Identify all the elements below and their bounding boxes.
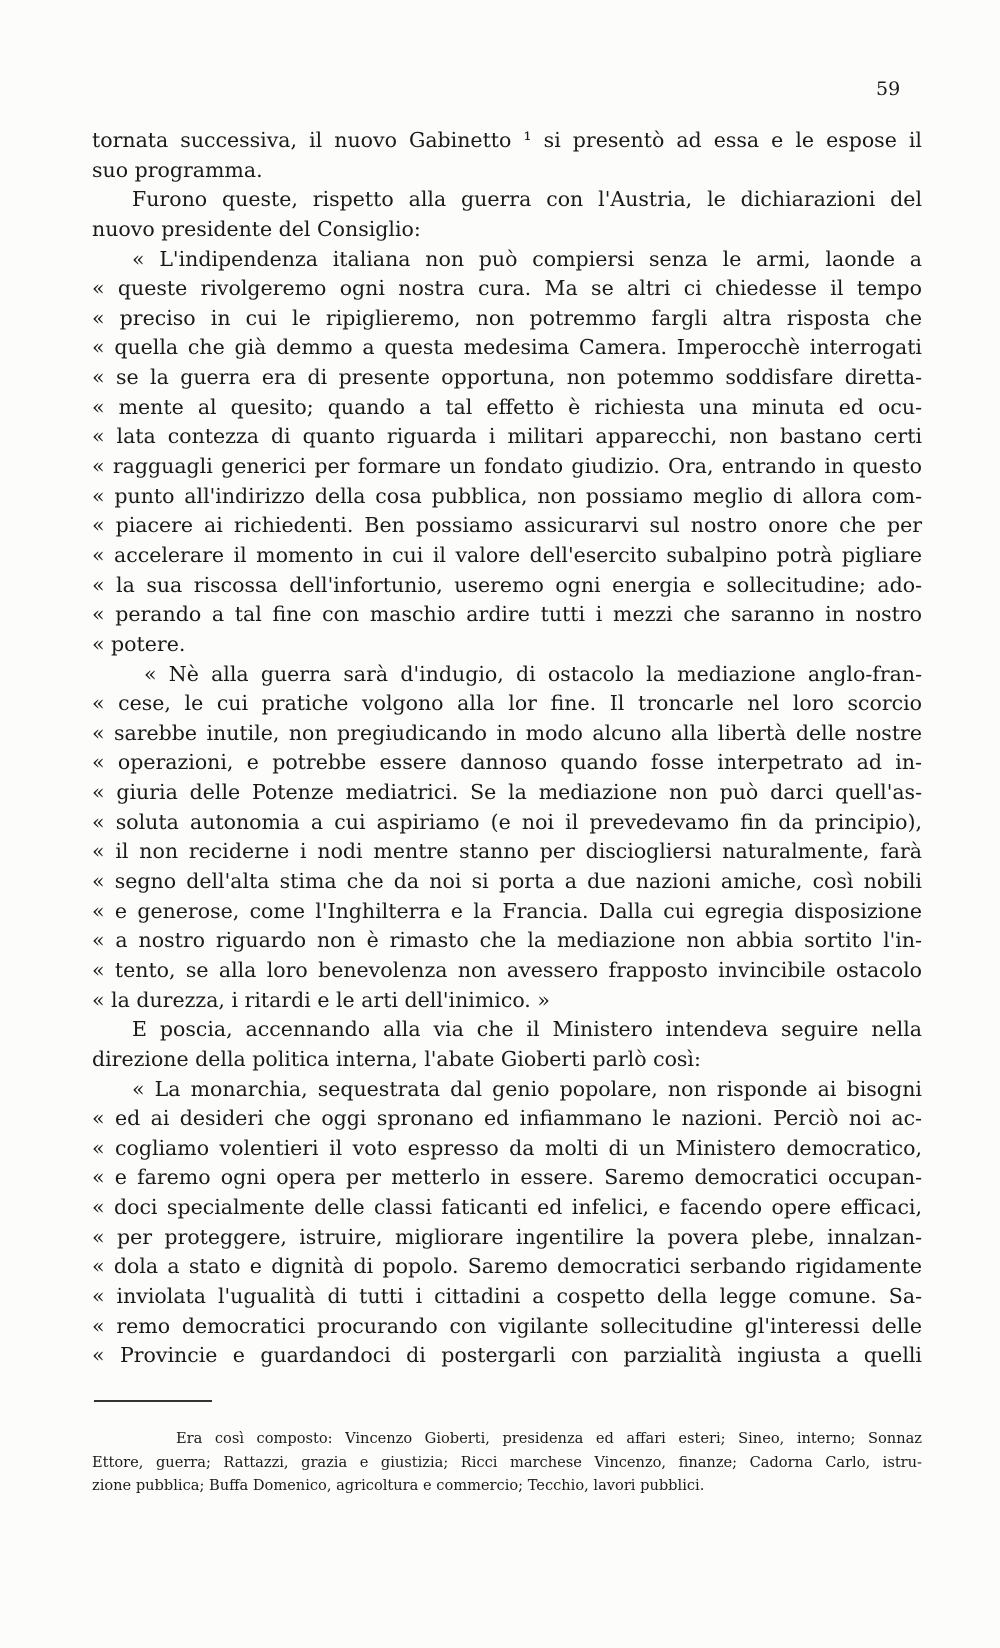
footnote-line: Ettore, guerra; Rattazzi, grazia e giustizia; Ricci marchese Vincenzo, finanze; Cadorna Carlo, istru- [92,1453,922,1471]
text-line: « quella che già demmo a questa medesima Camera. Imperocchè interrogati [92,335,922,360]
footnote-divider [94,1400,212,1402]
text-line: « doci specialmente delle classi faticanti ed infelici, e facendo opere efficaci, [92,1195,922,1220]
text-line: « e generose, come l'Inghilterra e la Francia. Dalla cui egregia disposizione [92,898,922,923]
text-line: « dola a stato e dignità di popolo. Saremo democratici serbando rigidamente [92,1254,922,1279]
text-line: « operazioni, e potrebbe essere dannoso quando fosse interpetrato ad in- [92,750,922,775]
text-line: « il non reciderne i nodi mentre stanno per disciogliersi naturalmente, farà [92,839,922,864]
text-line: « Nè alla guerra sarà d'indugio, di ostacolo la mediazione anglo-fran- [144,661,922,686]
text-line: « mente al quesito; quando a tal effetto è richiesta una minuta ed ocu- [92,394,922,419]
text-line: « lata contezza di quanto riguarda i militari apparecchi, non bastano certi [92,424,922,449]
footnote-line: zione pubblica; Buffa Domenico, agricoltura e commercio; Tecchio, lavori pubblici. [92,1477,705,1494]
text-line: « sarebbe inutile, non pregiudicando in modo alcuno alla libertà delle nostre [92,720,922,745]
text-line: « per proteggere, istruire, migliorare ingentilire la povera plebe, innalzan- [92,1224,922,1249]
text-line: « la durezza, i ritardi e le arti dell'inimico. » [92,987,550,1012]
body-text [92,126,922,1371]
text-line: « ed ai desideri che oggi spronano ed infiammano le nazioni. Perciò noi ac- [92,1106,922,1131]
text-line: « cogliamo volentieri il voto espresso da molti di un Ministero democratico, [92,1135,922,1160]
text-line: « segno dell'alta stima che da noi si porta a due nazioni amiche, così nobili [92,869,922,894]
text-line: « queste rivolgeremo ogni nostra cura. Ma se altri ci chiedesse il tempo [92,276,922,301]
text-line: nuovo presidente del Consiglio: [92,216,421,241]
text-line: direzione della politica interna, l'abate Gioberti parlò così: [92,1046,701,1071]
text-line: « ragguagli generici per formare un fondato giudizio. Ora, entrando in questo [92,454,922,479]
text-line: « perando a tal fine con maschio ardire tutti i mezzi che saranno in nostro [92,602,922,627]
text-line: « la sua riscossa dell'infortunio, useremo ogni energia e sollecitudine; ado- [92,572,922,597]
text-line: « inviolata l'ugualità di tutti i cittadini a cospetto della legge comune. Sa- [92,1283,922,1308]
text-line: Furono queste, rispetto alla guerra con l'Austria, le dichiarazioni del [132,187,922,212]
text-line: E poscia, accennando alla via che il Ministero intendeva seguire nella [132,1017,922,1042]
footnote-line: Era così composto: Vincenzo Gioberti, presidenza ed affari esteri; Sineo, interno; Sonnaz [176,1430,922,1447]
text-line: « a nostro riguardo non è rimasto che la mediazione non abbia sortito l'in- [92,928,922,953]
footnote [92,1427,922,1498]
text-line: « accelerare il momento in cui il valore dell'esercito subalpino potrà pigliare [92,542,922,567]
text-line: « Provincie e guardandoci di postergarli con parzialità ingiusta a quelli [92,1343,922,1368]
text-line: « se la guerra era di presente opportuna, non potemmo soddisfare diretta- [92,365,922,390]
text-line: « giuria delle Potenze mediatrici. Se la mediazione non può darci quell'as- [92,780,922,805]
text-line: suo programma. [92,157,263,182]
text-line: « remo democratici procurando con vigilante sollecitudine gl'interessi delle [92,1313,922,1338]
text-line: « e faremo ogni opera per metterlo in essere. Saremo democratici occupan- [92,1165,922,1190]
text-line: « tento, se alla loro benevolenza non avessero frapposto invincibile ostacolo [92,957,922,982]
text-line: « potere. [92,631,186,656]
text-line: « piacere ai richiedenti. Ben possiamo assicurarvi sul nostro onore che per [92,513,922,538]
text-line: « La monarchia, sequestrata dal genio popolare, non risponde ai bisogni [132,1076,922,1101]
text-line: « soluta autonomia a cui aspiriamo (e noi il prevedevamo fin da principio), [92,809,922,834]
page-number: 59 [876,78,901,100]
text-line: « L'indipendenza italiana non può compiersi senza le armi, laonde a [132,246,922,271]
text-line: « cese, le cui pratiche volgono alla lor fine. Il troncarle nel loro scorcio [92,691,922,716]
text-line: « punto all'indirizzo della cosa pubblica, non possiamo meglio di allora com- [92,483,922,508]
text-line: tornata successiva, il nuovo Gabinetto ¹ si presentò ad essa e le espose il [92,128,922,152]
text-line: « preciso in cui le ripiglieremo, non potremmo fargli altra risposta che [92,305,922,330]
